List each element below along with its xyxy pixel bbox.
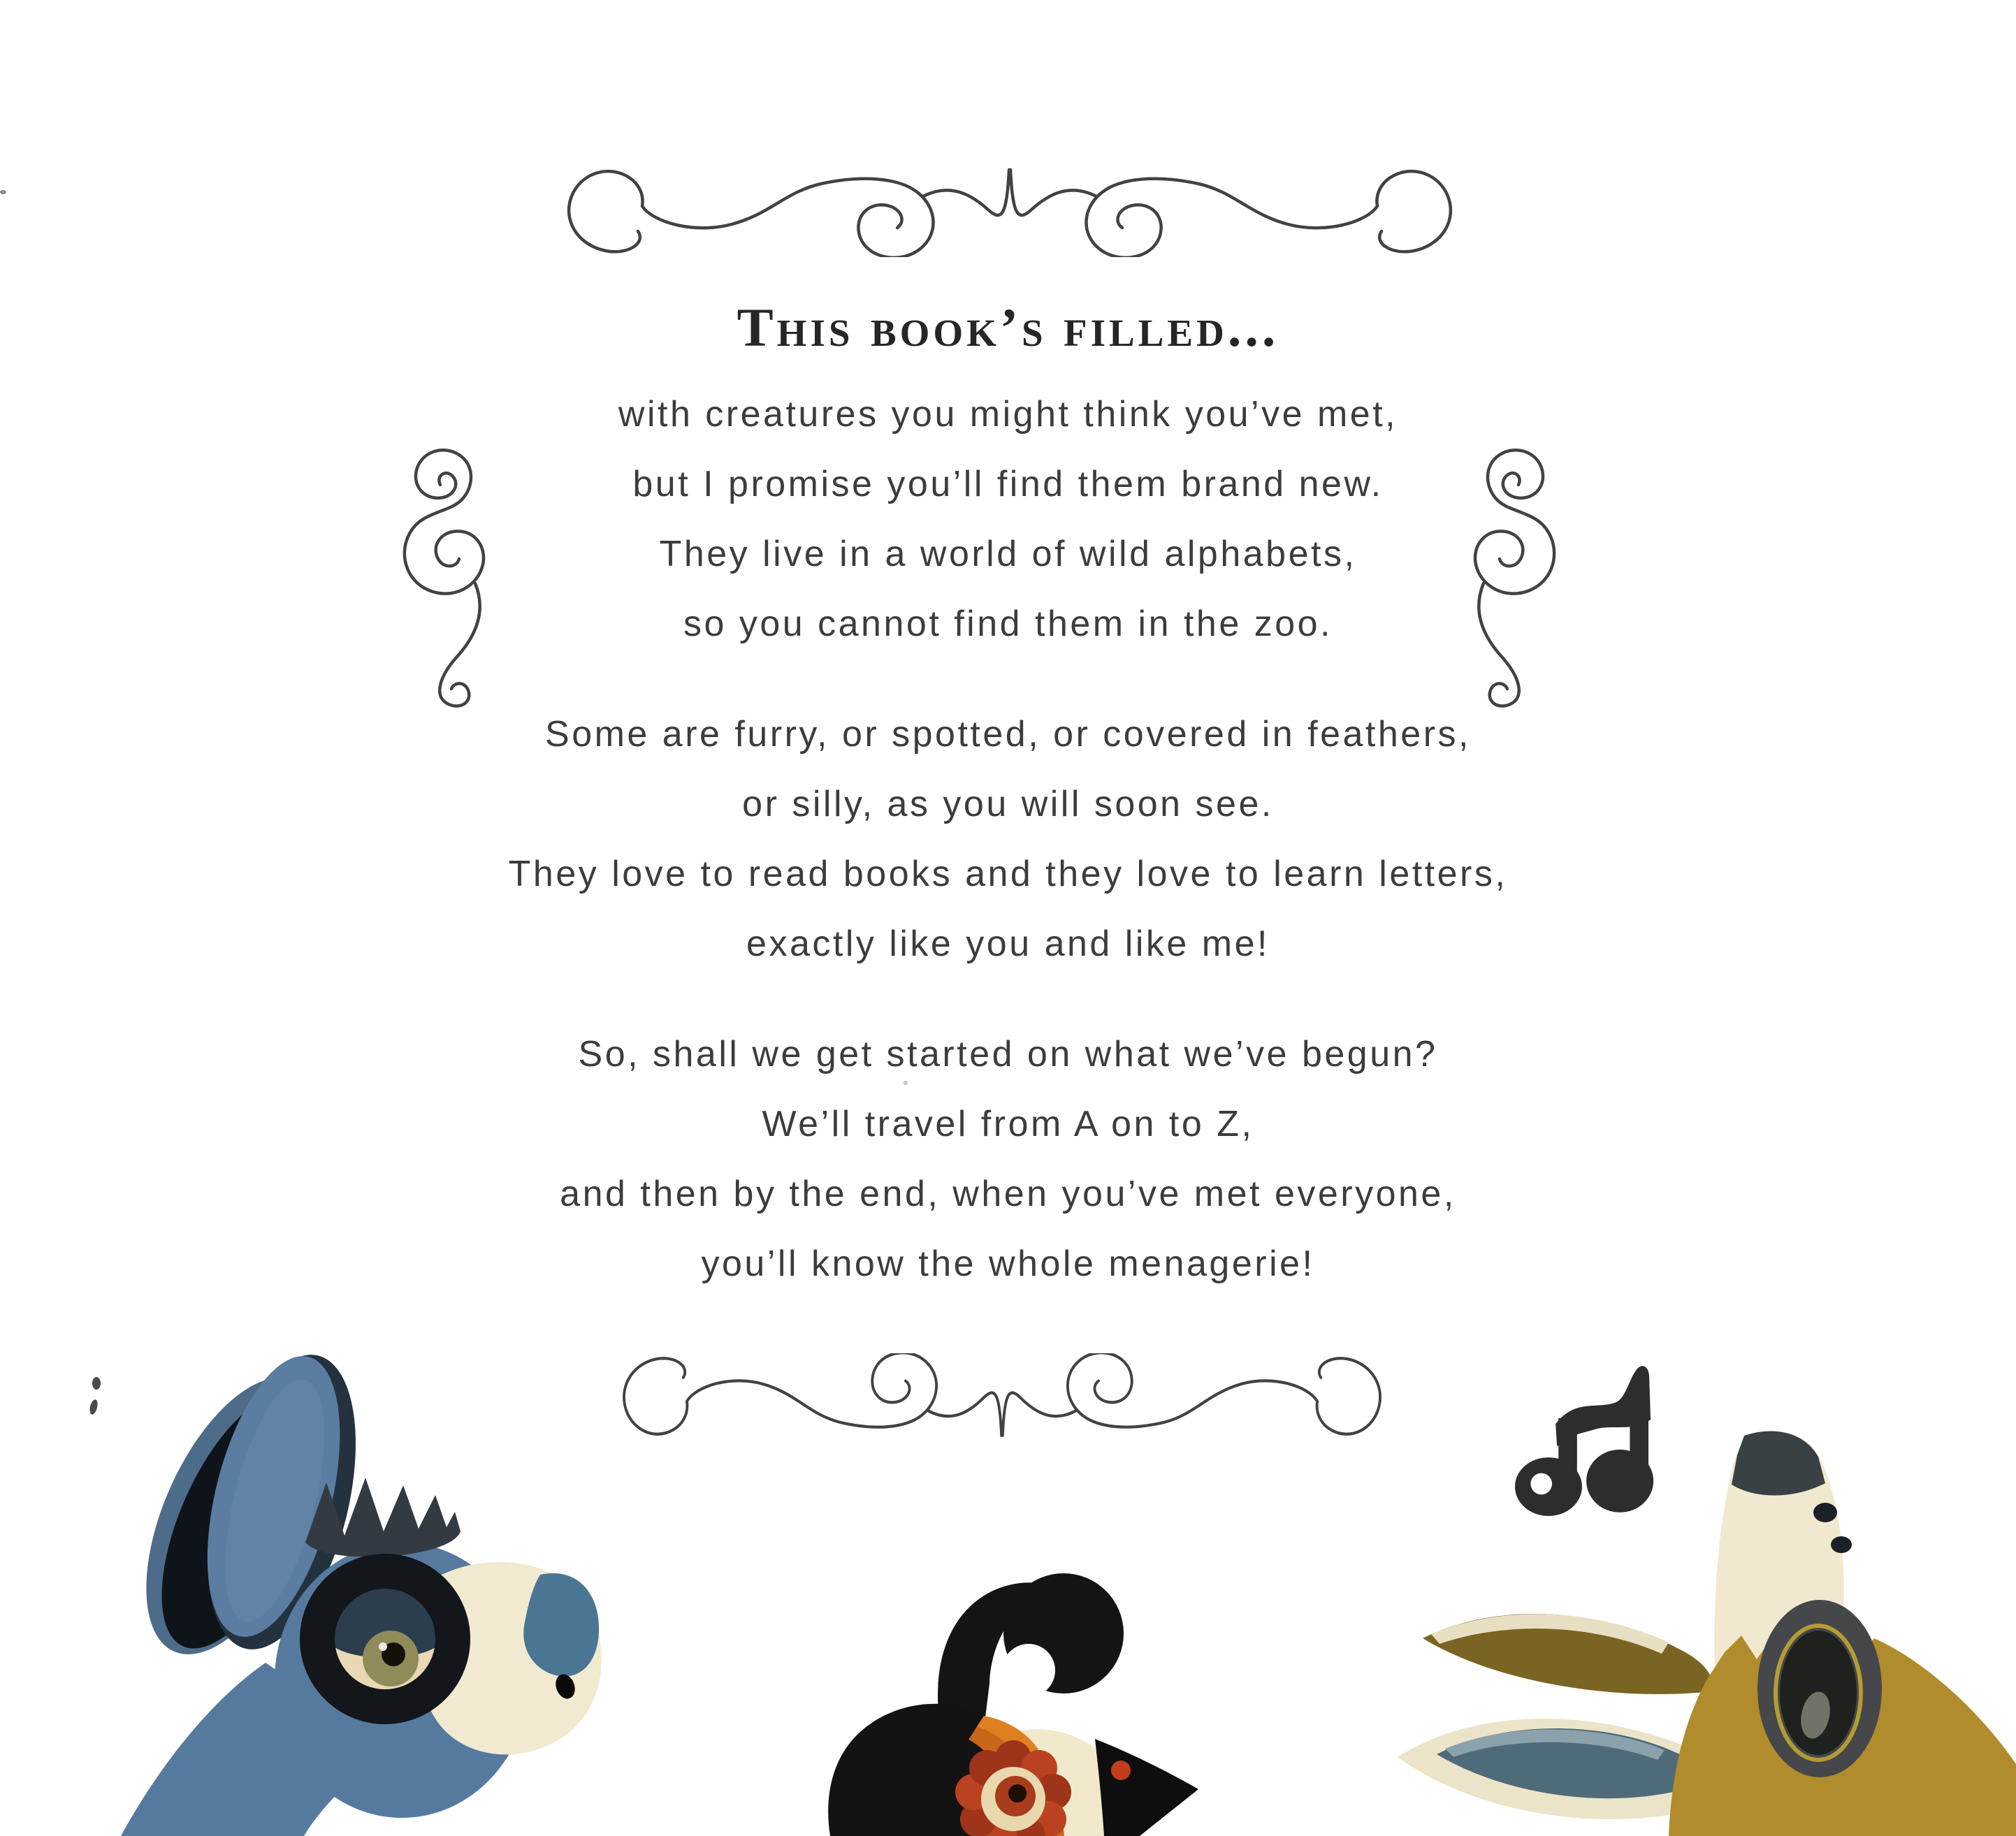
scan-speck [904, 1081, 908, 1085]
scan-speck [0, 190, 6, 194]
stanza-3 [0, 1019, 2016, 1299]
stanza-1 [0, 379, 2016, 659]
bird-face-dot [1831, 1536, 1852, 1553]
stanza-2 [0, 699, 2016, 979]
poem [0, 379, 2016, 1339]
black-quail-puppet-image [804, 1572, 1321, 1836]
donkey-nose-patch [523, 1573, 599, 1677]
bird-goggle-eye [1757, 1600, 1882, 1777]
bird-upper-wing [1423, 1614, 1712, 1694]
poem-line: exactly like you and like me! [746, 924, 1270, 964]
poem-line: or silly, as you will soon see. [742, 784, 1274, 824]
gold-bird-puppet-image [1391, 1429, 2016, 1836]
poem-line: We’ll travel from A on to Z, [762, 1104, 1254, 1144]
poem-line: So, shall we get started on what we’ve begun? [578, 1034, 1438, 1074]
left-swirl-ornament [391, 439, 507, 715]
quail-plume [938, 1573, 1124, 1729]
poem-line: Some are furry, or spotted, or covered in feathers, [545, 714, 1471, 755]
quail-beak [1095, 1739, 1198, 1836]
poem-line: They love to read books and they love to learn letters, [508, 854, 1508, 894]
poem-line: They live in a world of wild alphabets, [659, 534, 1357, 574]
poem-line: with creatures you might think you’ve met, [618, 394, 1398, 435]
donkey-mane [305, 1478, 461, 1557]
top-flourish-ornament [549, 149, 1471, 257]
bird-horn-tip [1732, 1431, 1825, 1496]
donkey-goggle-eye [317, 1571, 453, 1707]
page-title: This book’s filled... [737, 297, 1279, 358]
quail-beak-dot [1111, 1761, 1131, 1780]
poem-line: but I promise you’ll find them brand new. [632, 464, 1384, 504]
bird-face-dot [1813, 1503, 1837, 1522]
blue-donkey-puppet-image [59, 1348, 730, 1836]
right-swirl-ornament [1452, 439, 1567, 715]
poem-line: so you cannot find them in the zoo. [683, 604, 1333, 644]
poem-line: and then by the end, when you’ve met everyone, [560, 1174, 1456, 1214]
poem-line: you’ll know the whole menagerie! [701, 1244, 1315, 1284]
